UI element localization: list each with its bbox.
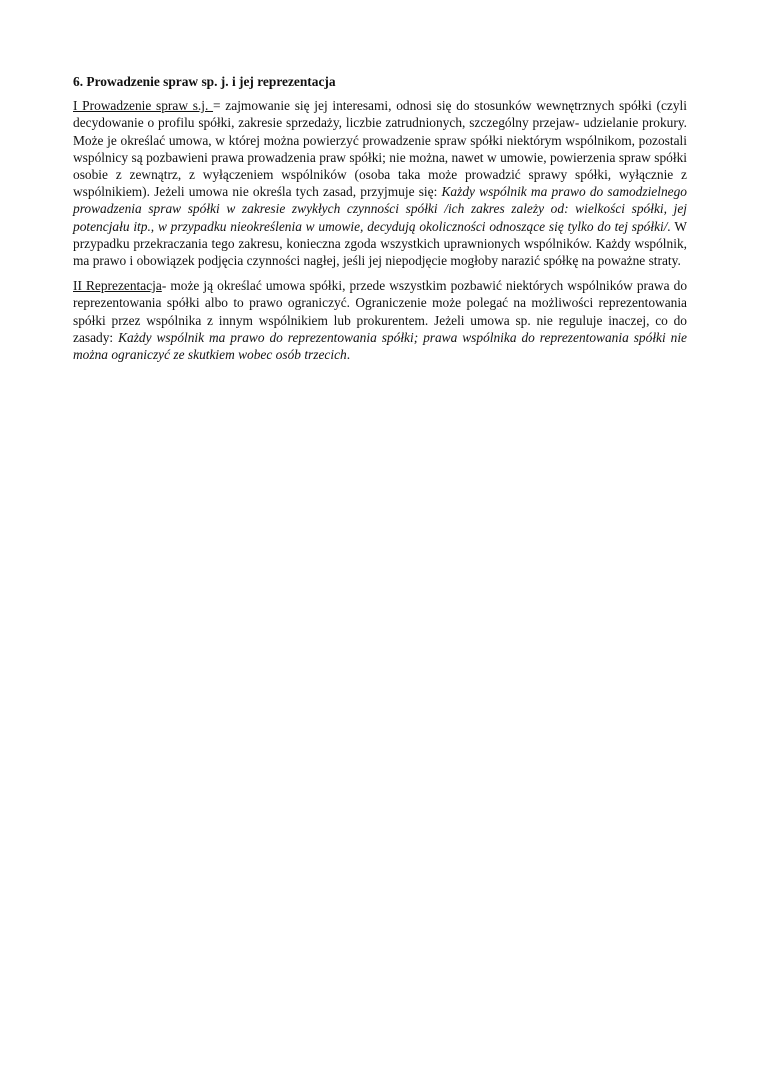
paragraph-prowadzenie-spraw <box>73 97 687 269</box>
section2-text-2: . <box>346 347 351 363</box>
paragraph-reprezentacja <box>73 277 687 363</box>
section1-italic-rule: Każdy wspólnik ma prawo do samodzielnego prowadzenia spraw spółki w zakresie zwykłych czynności spółki /ich zakres zależy od: wielkości spółki, jej potencjału itp., w przypadku nieokreślenia w umowie, decydują okoliczności odnoszące się tylko do tej spółki/. <box>73 184 688 234</box>
document-page <box>73 73 687 371</box>
section1-text-1: = zajmowanie się jej interesami, odnosi się do stosunków wewnętrznych spółki (czyli decydowanie o profilu spółki, zakresie sprzedaży, liczbie zatrudnionych, szczególny przejaw- udzielanie prokury. Może je określać umowa, w której można powierzyć prowadzenie spraw spółki niektórym wspólnikom, pozostali wspólnicy są pozbawieni prawa prowadzenia praw spółki; nie można, nawet w umowie, powierzenia spraw spółki osobie z zewnątrz, z wyłączeniem wspólników (osoba taka może prowadzić sprawy spółki, wyłącznie z wspólnikiem). Jeżeli umowa nie określa tych zasad, przyjmuje się: <box>73 98 687 200</box>
section2-text-1: - może ją określać umowa spółki, przede wszystkim pozbawić niektórych wspólników prawa do reprezentowania spółki albo to prawo ograniczyć. Ograniczenie może polegać na możliwości reprezentowania spółki przez wspólnika z innym wspólnikiem lub prokurentem. Jeżeli umowa sp. nie reguluje inaczej, co do zasady: <box>73 278 688 345</box>
section1-label: I Prowadzenie spraw s.j. <box>73 98 214 114</box>
section2-italic-rule: Każdy wspólnik ma prawo do reprezentowania spółki; prawa wspólnika do reprezentowania spółki nie można ograniczyć ze skutkiem wobec osób trzecich <box>73 329 687 363</box>
section2-label: II Reprezentacja <box>73 278 162 294</box>
section1-text-2: W przypadku przekraczania tego zakresu, konieczna zgoda wszystkich uprawnionych wspólników. Każdy wspólnik, ma prawo i obowiązek podjęcia czynności nagłej, jeśli jej niepodjęcie mogłoby narazić spółkę na poważne straty. <box>73 218 687 269</box>
section-heading: 6. Prowadzenie spraw sp. j. i jej reprezentacja <box>73 74 336 89</box>
